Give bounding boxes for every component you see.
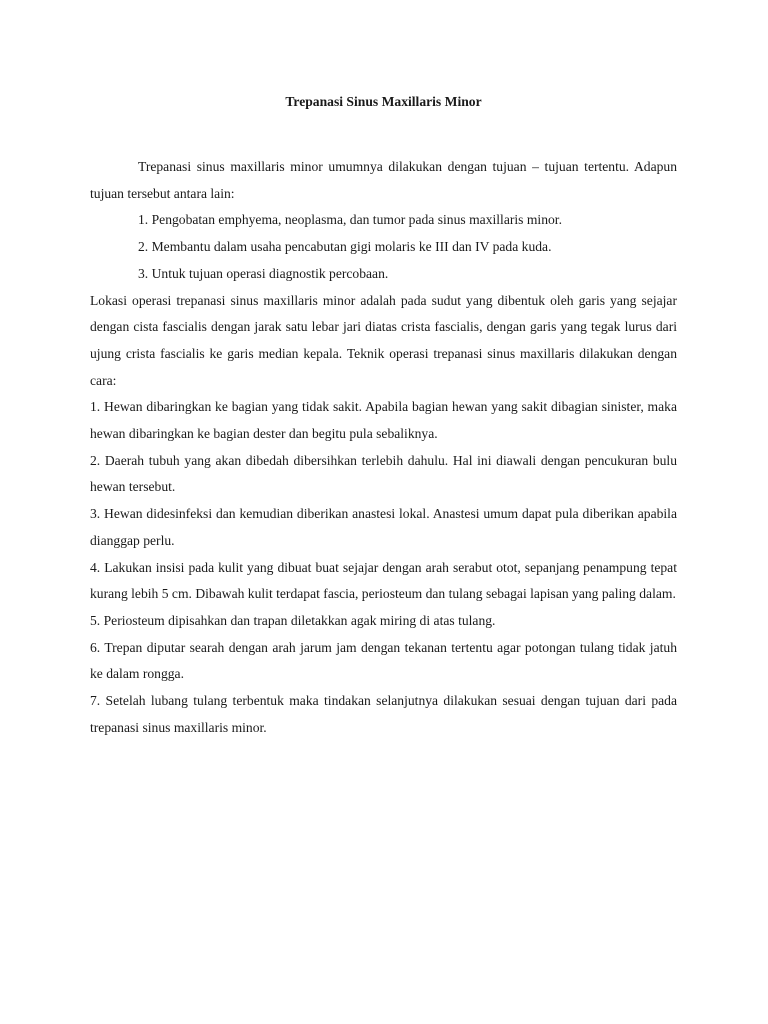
document-page bbox=[90, 92, 677, 741]
step-item: 1. Hewan dibaringkan ke bagian yang tidak sakit. Apabila bagian hewan yang sakit dibagian sinister, maka hewan dibaringkan ke bagian dester dan begitu pula sebaliknya. bbox=[90, 399, 677, 442]
purpose-item: 3. Untuk tujuan operasi diagnostik percobaan. bbox=[138, 265, 389, 281]
step-item: 7. Setelah lubang tulang terbentuk maka tindakan selanjutnya dilakukan sesuai dengan tujuan dari pada trepanasi sinus maxillaris minor. bbox=[90, 693, 677, 735]
step-item: 6. Trepan diputar searah dengan arah jarum jam dengan tekanan tertentu agar potongan tulang tidak jatuh ke dalam rongga. bbox=[90, 639, 677, 682]
location-paragraph: Lokasi operasi trepanasi sinus maxillaris minor adalah pada sudut yang dibentuk oleh garis yang sejajar dengan cista fascialis dengan jarak satu lebar jari diatas crista fascialis, dengan garis yang tegak lurus dari ujung crista fascialis ke garis median kepala. Teknik operasi trepanasi sinus maxillaris dilakukan dengan cara: bbox=[90, 292, 677, 388]
step-item: 3. Hewan didesinfeksi dan kemudian diberikan anastesi lokal. Anastesi umum dapat pula diberikan apabila dianggap perlu. bbox=[90, 506, 677, 548]
document-title: Trepanasi Sinus Maxillaris Minor bbox=[285, 94, 482, 109]
purpose-item: 1. Pengobatan emphyema, neoplasma, dan tumor pada sinus maxillaris minor. bbox=[138, 212, 562, 228]
step-item: 4. Lakukan insisi pada kulit yang dibuat buat sejajar dengan arah serabut otot, sepanjang penampung tepat kurang lebih 5 cm. Dibawah kulit terdapat fascia, periosteum dan tulang sebagai lapisan yang paling dalam. bbox=[90, 559, 677, 602]
purpose-item: 2. Membantu dalam usaha pencabutan gigi molaris ke III dan IV pada kuda. bbox=[138, 239, 552, 255]
step-item: 2. Daerah tubuh yang akan dibedah dibersihkan terlebih dahulu. Hal ini diawali dengan pencukuran bulu hewan tersebut. bbox=[90, 452, 677, 495]
purpose-list bbox=[90, 207, 677, 287]
steps-list bbox=[90, 394, 677, 741]
step-item: 5. Periosteum dipisahkan dan trapan diletakkan agak miring di atas tulang. bbox=[90, 612, 496, 628]
intro-paragraph: Trepanasi sinus maxillaris minor umumnya dilakukan dengan tujuan – tujuan tertentu. Adapun tujuan tersebut antara lain: bbox=[90, 159, 677, 201]
